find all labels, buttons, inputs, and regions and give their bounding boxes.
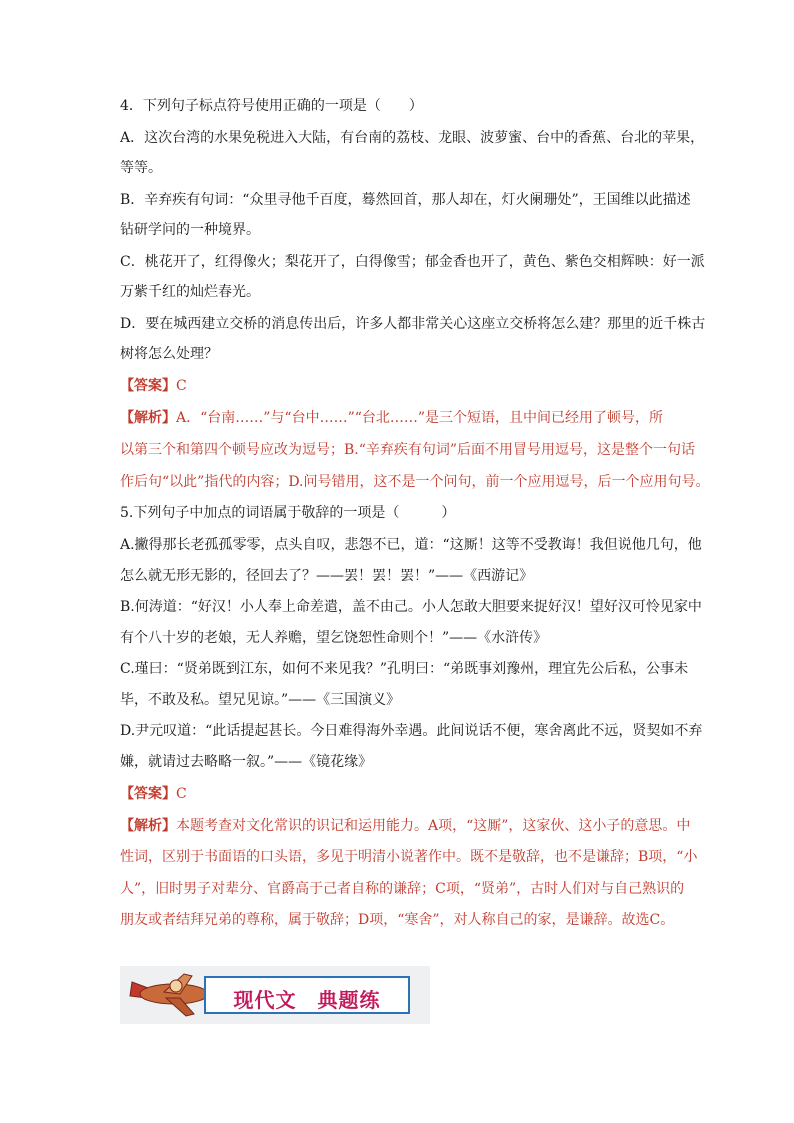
- question-5-option-d: D.尹元叹道：“此话提起甚长。今日难得海外幸遇。此间说话不便，寒舍离此不远，贤契如不弃: [120, 723, 703, 739]
- question-5-analysis-cont: 人”，旧时男子对辈分、官爵高于己者自称的谦辞；C项，“贤弟”，古时人们对与自己熟识的: [120, 881, 685, 897]
- question-5-option-d-cont: 嫌，就请过去略略一叙。”——《镜花缘》: [120, 754, 373, 770]
- question-5-option-a: A.撇得那长老孤孤零零，点头自叹，悲怨不已，道：“这厮！这等不受教诲！我但说他几句，他: [120, 537, 702, 553]
- analysis-text: 本题考查对文化常识的识记和运用能力。A项，“这厮”，这家伙、这小子的意思。中: [176, 818, 691, 834]
- question-4-option-c-cont: 万紫千红的灿烂春光。: [120, 284, 260, 300]
- question-5-analysis-cont: 朋友或者结拜兄弟的尊称，属于敬辞；D项，“寒舍”，对人称自己的家，是谦辞。故选C。: [120, 912, 675, 928]
- answer-value: C: [176, 378, 187, 394]
- question-4-option-a-cont: 等等。: [120, 160, 162, 176]
- banner-title-box: [204, 976, 410, 1014]
- section-banner: [120, 966, 430, 1024]
- question-5-analysis: [120, 816, 690, 836]
- question-4-analysis-cont: 作后句“以此”指代的内容；D.问号错用，这不是一个问句，前一个应用逗号，后一个应用句号。: [120, 474, 710, 490]
- question-5-stem: 5.下列句子中加点的词语属于敬辞的一项是（ ）: [120, 505, 456, 521]
- answer-value: C: [176, 786, 187, 802]
- question-5-analysis-cont: 性词，区别于书面语的口头语，多见于明清小说著作中。既不是敬辞，也不是谦辞；B项，“小: [120, 849, 698, 865]
- answer-tag: 【答案】: [120, 786, 176, 802]
- analysis-tag: 【解析】: [120, 410, 176, 426]
- analysis-tag: 【解析】: [120, 818, 176, 834]
- question-5-answer: [120, 784, 187, 804]
- analysis-text: A．“台南……”与“台中……”“台北……”是三个短语，且中间已经用了顿号，所: [176, 410, 664, 426]
- question-4-answer: [120, 376, 187, 396]
- question-4-option-b-cont: 钻研学问的一种境界。: [120, 222, 260, 238]
- question-4-analysis: [120, 408, 663, 428]
- question-4-option-d-cont: 树将怎么处理？: [120, 346, 218, 362]
- question-4-option-b: B．辛弃疾有句词：“众里寻他千百度，蓦然回首，那人却在，灯火阑珊处”，王国维以此描述: [120, 192, 691, 208]
- question-4-option-c: C．桃花开了，红得像火；梨花开了，白得像雪；郁金香也开了，黄色、紫色交相辉映：好一派: [120, 254, 705, 270]
- question-5-option-a-cont: 怎么就无形无影的，径回去了？——罢！罢！罢！”——《西游记》: [120, 568, 534, 584]
- question-4-analysis-cont: 以第三个和第四个顿号应改为逗号；B.“辛弃疾有句词”后面不用冒号用逗号，这是整个一句话: [120, 442, 696, 458]
- question-5-option-c: C.瑾曰：“贤弟既到江东，如何不来见我？”孔明曰：“弟既事刘豫州，理宜先公后私，公事未: [120, 661, 689, 677]
- answer-tag: 【答案】: [120, 378, 176, 394]
- question-4-option-a: A．这次台湾的水果免税进入大陆，有台南的荔枝、龙眼、波萝蜜、台中的香蕉、台北的苹果，: [120, 130, 705, 146]
- question-5-option-b-cont: 有个八十岁的老娘，无人养赡，望乞饶恕性命则个！”——《水浒传》: [120, 630, 548, 646]
- question-5-option-b: B.何涛道：“好汉！小人奉上命差遣，盖不由己。小人怎敢大胆要来捉好汉！望好汉可怜见家中: [120, 599, 702, 615]
- banner-title: 现代文 典题练: [233, 988, 381, 1012]
- question-4-option-d: D．要在城西建立交桥的消息传出后，许多人都非常关心这座立交桥将怎么建？那里的近千株古: [120, 316, 706, 332]
- question-4-stem: 4．下列句子标点符号使用正确的一项是（ ）: [120, 98, 423, 114]
- question-5-option-c-cont: 毕，不敢及私。望兄见谅。”——《三国演义》: [120, 692, 401, 708]
